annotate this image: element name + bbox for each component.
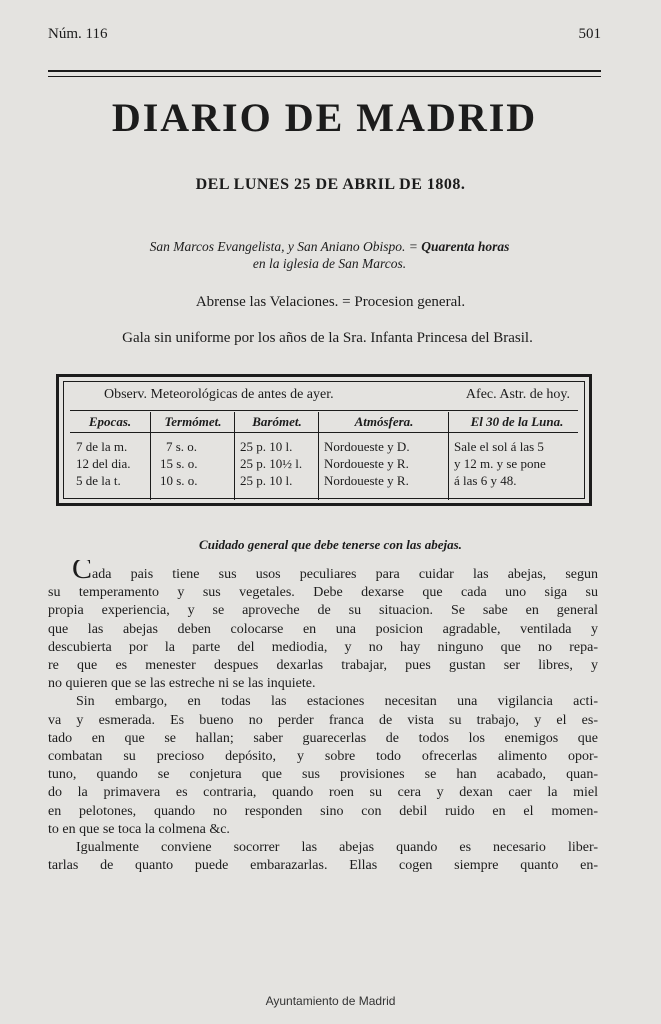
saints-of-the-day	[58, 238, 601, 272]
cell-atmosfera: Nordoueste y D.	[324, 439, 410, 454]
article-line: tuno, quando se conjetura que sus provisiones se han acabado, quan-	[48, 767, 598, 783]
cell-termometro: 15 s. o.	[160, 456, 198, 471]
article-line: Cada pais tiene sus usos peculiares para cuidar las abejas, segun	[48, 560, 598, 584]
saints-line-1b: Quarenta horas	[421, 239, 510, 254]
article-title: Cuidado general que debe tenerse con las abejas.	[199, 537, 462, 552]
article-line: Igualmente conviene socorrer las abejas quando es necesario liber-	[76, 840, 598, 856]
column-header-epocas: Epocas.	[88, 414, 132, 429]
table-rule	[70, 410, 578, 411]
cell-termometro: 7 s. o.	[166, 439, 198, 454]
weather-title: Observ. Meteorológicas de antes de ayer.	[104, 387, 334, 402]
article-body	[48, 560, 598, 875]
velaciones-notice: Abrense las Velaciones. = Procesion general.	[195, 294, 466, 310]
article-line: combatan su precioso depósito, y sobre todo ofrecerlas alimento opor-	[48, 749, 598, 765]
weather-table	[56, 374, 592, 506]
archive-footer: Ayuntamiento de Madrid	[265, 994, 396, 1008]
cell-barometro: 25 p. 10 l.	[240, 473, 293, 488]
cell-epoca: 12 del dia.	[76, 456, 131, 471]
saints-line-1a: San Marcos Evangelista, y San Aniano Obispo. =	[149, 239, 422, 254]
cell-barometro: 25 p. 10½ l.	[240, 456, 303, 471]
article-line: do la primavera es contraria, quando roen su cera y dexan caer la miel	[48, 785, 598, 801]
article-line: tarlas de quanto puede embarazarlas. Ellas cogen siempre quanto en-	[48, 858, 598, 874]
article-line: tado en que se hallan; saber guarecerlas de todos los enemigos que	[48, 730, 598, 746]
cell-atmosfera: Nordoueste y R.	[324, 473, 409, 488]
table-column-divider	[318, 412, 319, 500]
article-line: re que es menester despues dexarlas trabajar, pues gustan ser libres, y	[48, 658, 598, 674]
weather-table-inner	[63, 381, 585, 499]
article-line: va y esmerada. Es bueno no perder franca de vista su trabajo, y el es-	[48, 712, 598, 728]
page-header	[48, 26, 601, 46]
cell-astro: á las 6 y 48.	[454, 473, 517, 488]
article-line: no quieren que se las estreche ni se las inquiete.	[48, 676, 316, 692]
dateline: DEL LUNES 25 DE ABRIL DE 1808.	[195, 176, 466, 193]
drop-cap: C	[72, 560, 93, 585]
astro-title: Afec. Astr. de hoy.	[465, 387, 570, 402]
column-header-luna: El 30 de la Luna.	[470, 414, 564, 429]
article-line: Sin embargo, en todas las estaciones necesitan una vigilancia acti-	[76, 694, 598, 710]
column-header-termometro: Termómet.	[164, 414, 222, 429]
table-column-divider	[150, 412, 151, 500]
table-rule	[70, 432, 578, 433]
article-line: to en que se toca la colmena &c.	[48, 821, 230, 837]
article-line: que las abejas deben colocarse en una posicion agradable, ventilada y	[48, 621, 598, 637]
table-column-divider	[234, 412, 235, 500]
cell-atmosfera: Nordoueste y R.	[324, 456, 409, 471]
gala-notice: Gala sin uniforme por los años de la Sra. Infanta Princesa del Brasil.	[122, 330, 533, 346]
cell-astro: y 12 m. y se pone	[454, 456, 546, 471]
article-line: en pelotones, quando no responden sino con debil ruido en el momen-	[48, 803, 598, 819]
cell-astro: Sale el sol á las 5	[454, 439, 544, 454]
cell-barometro: 25 p. 10 l.	[240, 439, 293, 454]
table-column-divider	[448, 412, 449, 500]
column-header-barometro: Barómet.	[252, 414, 302, 429]
article-line: descubierta por la parte del mediodia, y no hay ninguno que no repa-	[48, 639, 598, 655]
article-line: propia experiencia, y se aproveche de su situacion. Se sabe en general	[48, 603, 598, 619]
cell-epoca: 5 de la t.	[76, 473, 121, 488]
cell-epoca: 7 de la m.	[76, 439, 128, 454]
cell-termometro: 10 s. o.	[160, 473, 198, 488]
issue-number: Núm. 116	[48, 26, 108, 42]
article-line: su temperamento y sus vegetales. Debe dexarse que cada uno siga su	[48, 585, 598, 601]
header-rule	[48, 70, 601, 77]
page-number: 501	[578, 26, 601, 42]
masthead-title: DIARIO DE MADRID	[111, 95, 538, 140]
saints-line-2: en la iglesia de San Marcos.	[252, 256, 407, 271]
column-header-atmosfera: Atmósfera.	[354, 414, 414, 429]
